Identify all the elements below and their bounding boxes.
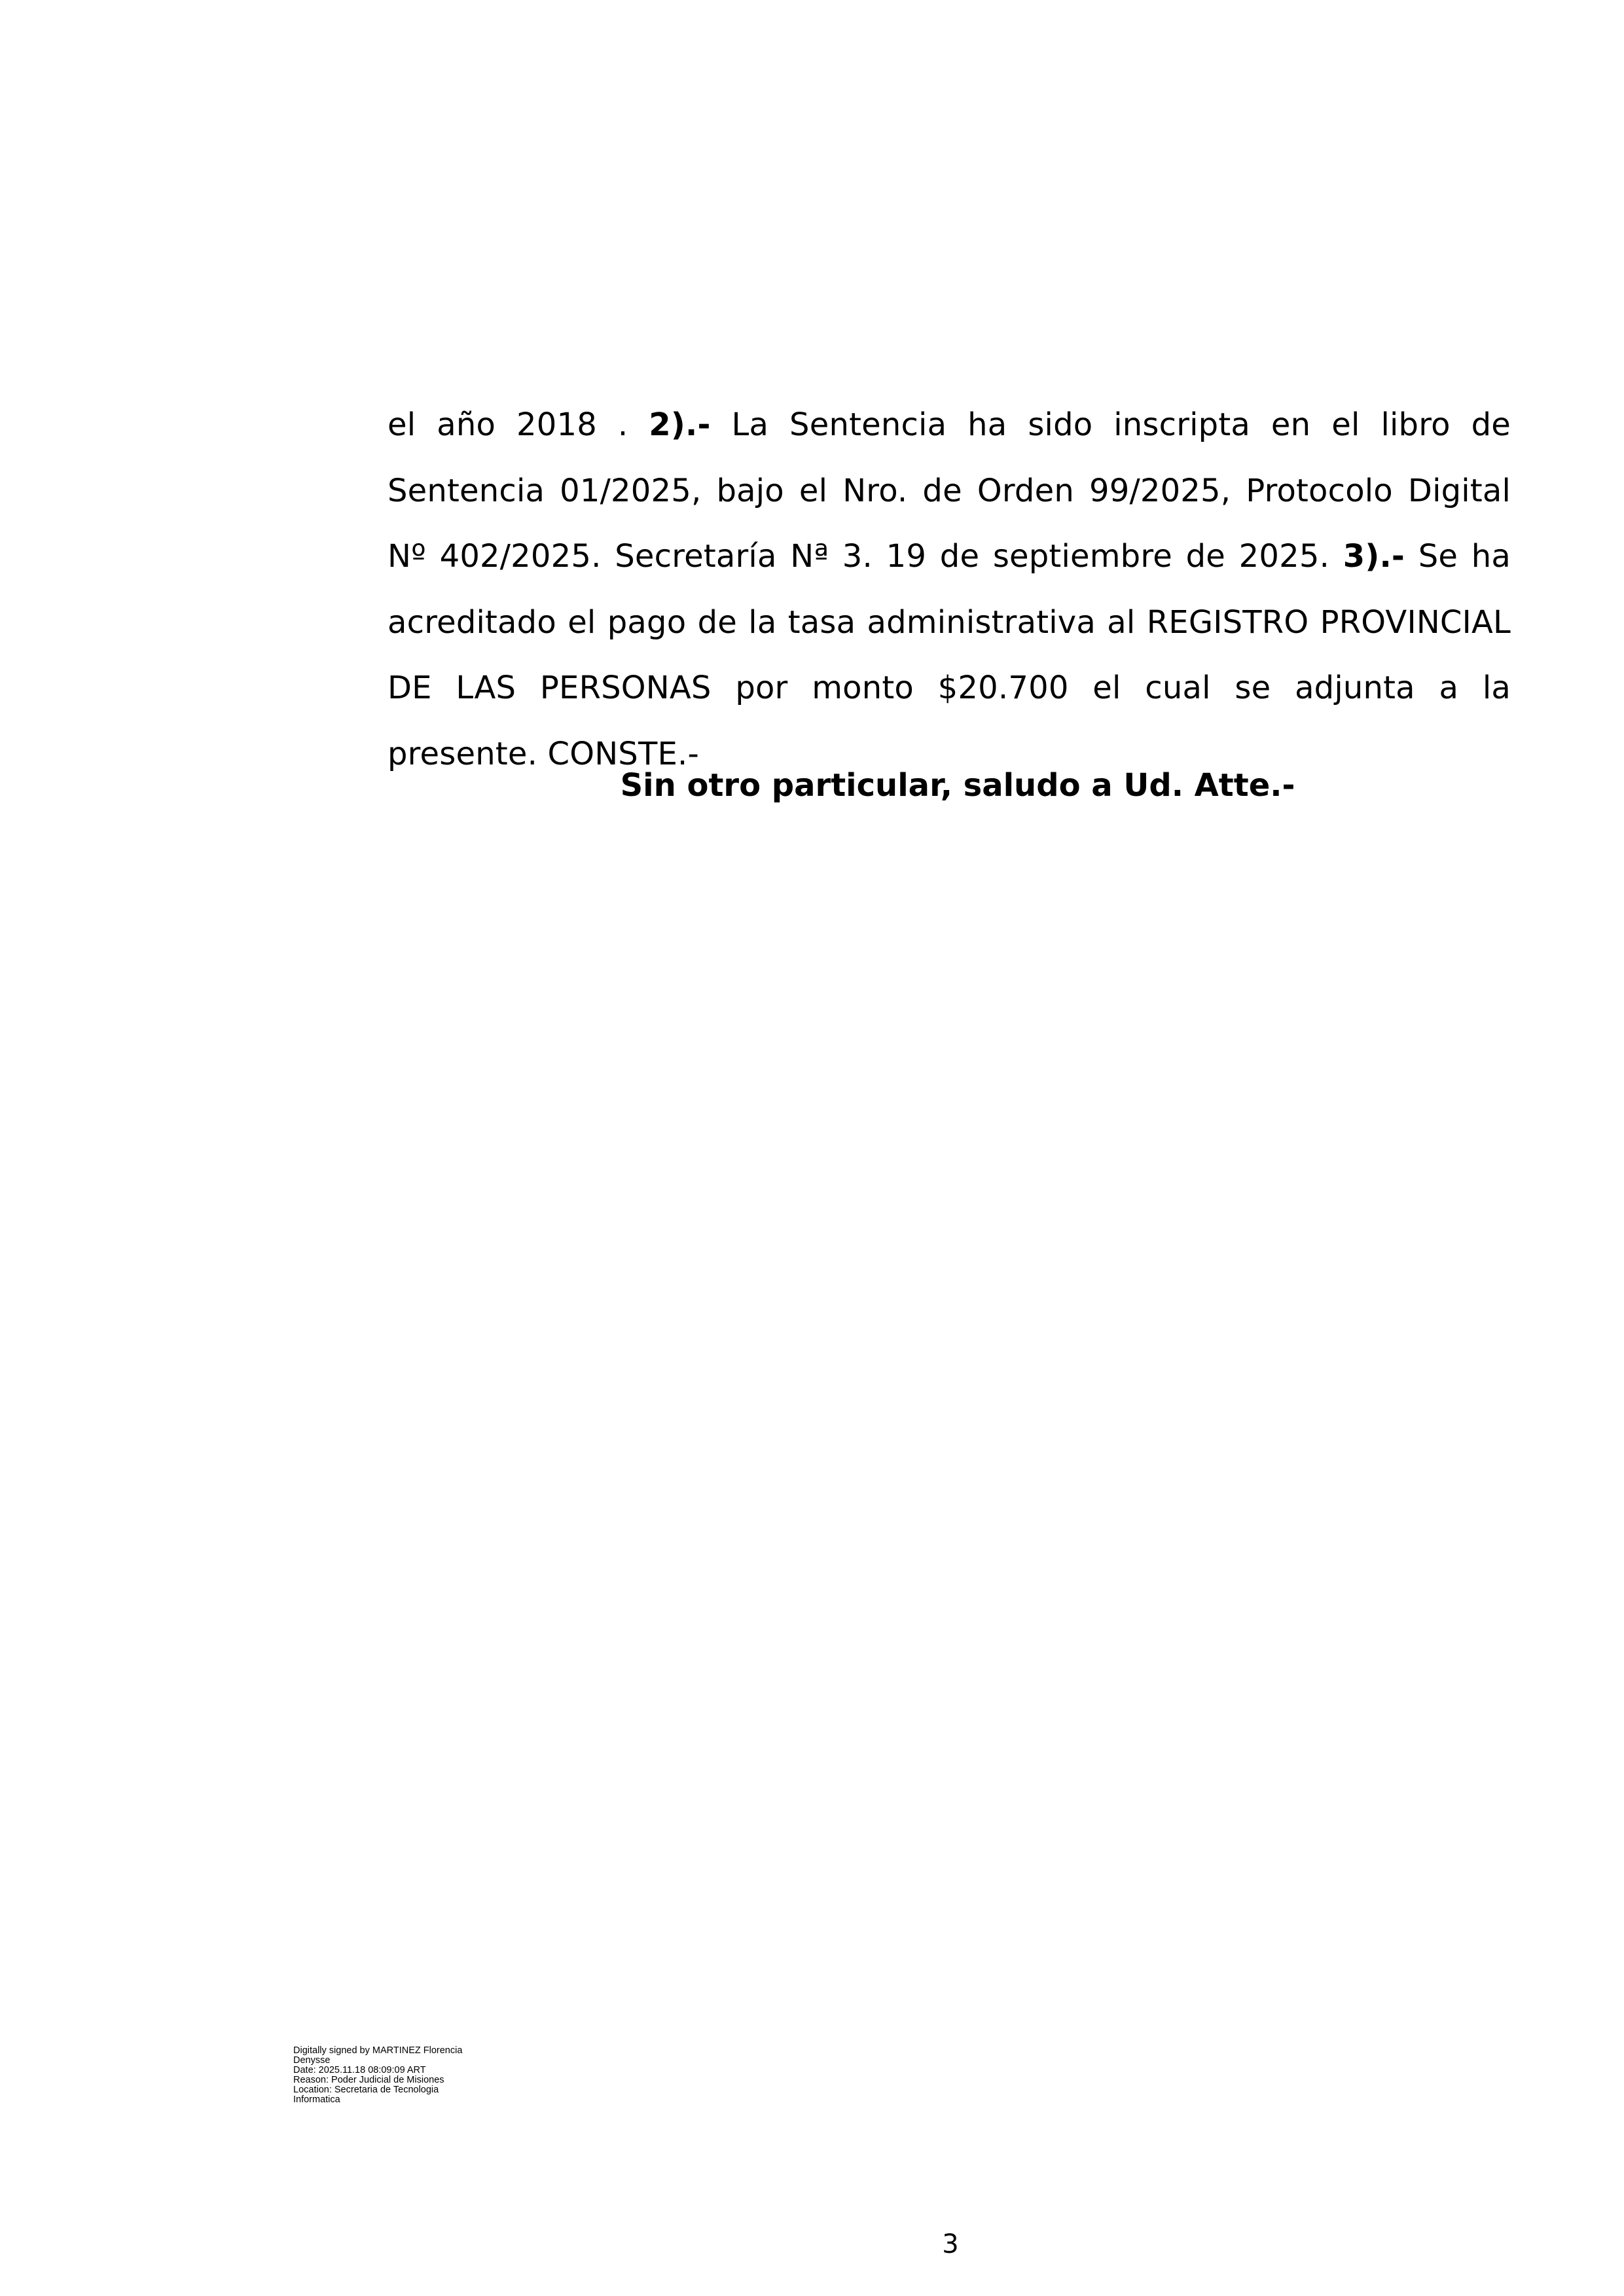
- signature-line: Digitally signed by MARTINEZ Florencia: [293, 2045, 463, 2056]
- signature-line: Informatica: [293, 2094, 340, 2105]
- digital-signature-block: [293, 2046, 503, 2105]
- closing-salutation: Sin otro particular, saludo a Ud. Atte.-: [620, 767, 1295, 804]
- body-text-segment: Se ha acreditado el pago de la tasa administrativa al REGISTRO PROVINCIAL DE LAS PERSONAS por monto $20.700 el cual se adjunta a la presente. CONSTE.-: [388, 538, 1511, 772]
- item-number-3: 3).-: [1343, 538, 1405, 575]
- signature-line: Location: Secretaria de Tecnologia: [293, 2085, 439, 2095]
- body-paragraph: [388, 392, 1511, 787]
- body-text-segment: La Sentencia ha sido inscripta en el libro de Sentencia 01/2025, bajo el Nro. de Orden 99/2025, Protocolo Digital Nº 402/2025. Secretaría Nª 3. 19 de septiembre de 2025.: [388, 406, 1511, 575]
- item-number-2: 2).-: [649, 406, 711, 443]
- signature-line: Reason: Poder Judicial de Misiones: [293, 2075, 444, 2085]
- body-text-segment: el año 2018 .: [388, 406, 649, 443]
- signature-line: Date: 2025.11.18 08:09:09 ART: [293, 2065, 426, 2075]
- page-number: 3: [942, 2229, 959, 2259]
- signature-line: Denysse: [293, 2055, 331, 2066]
